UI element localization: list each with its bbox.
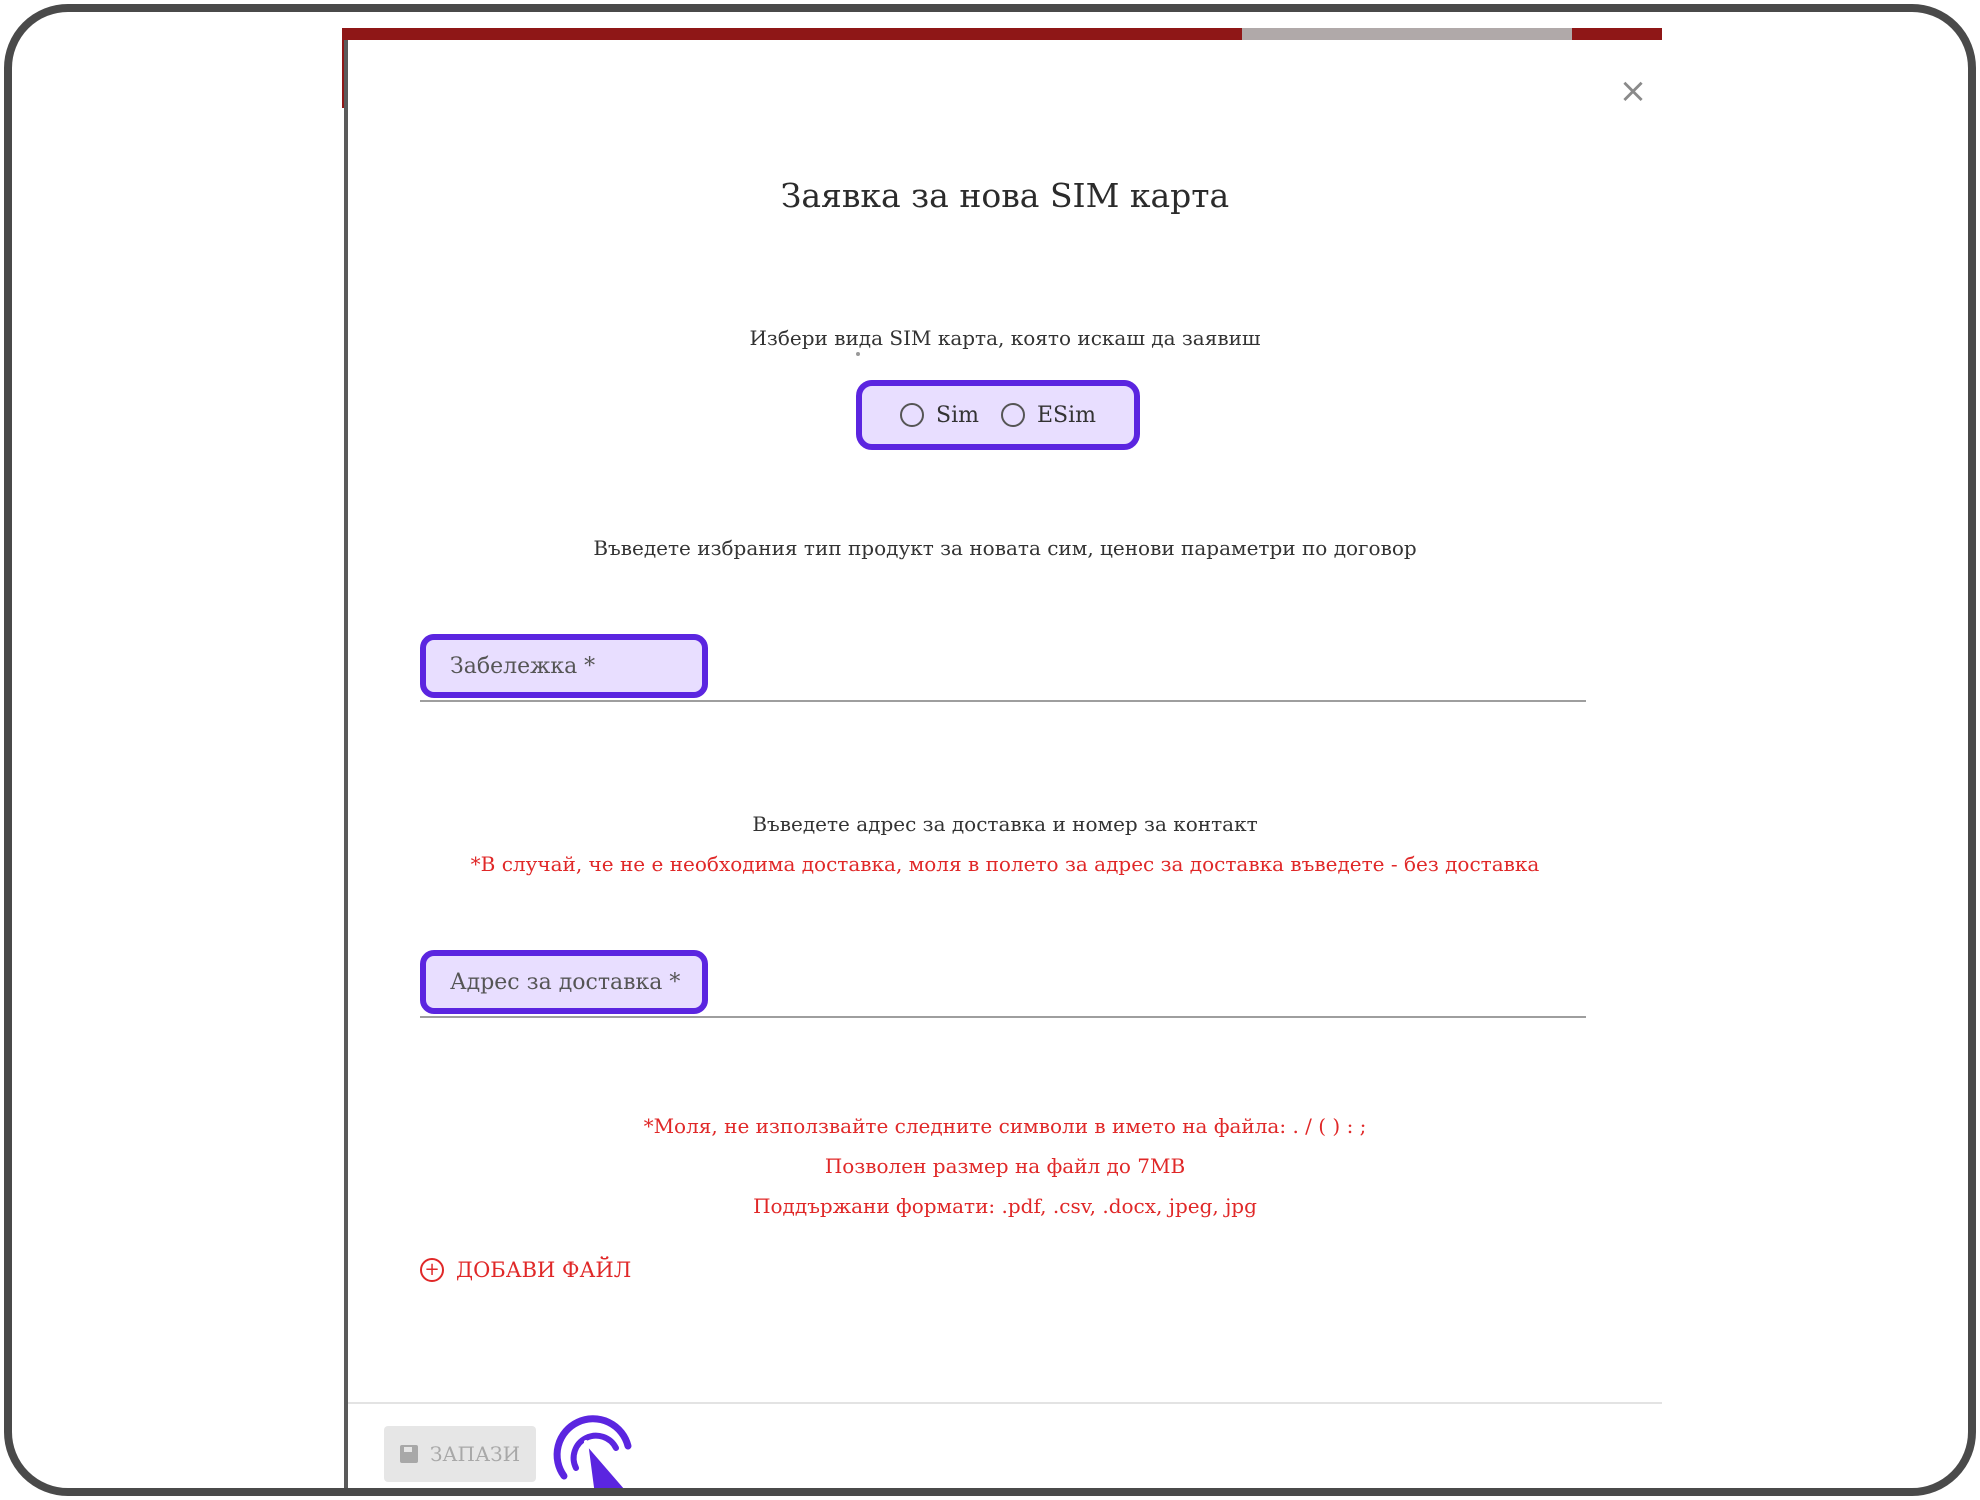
- radio-label-esim: ESim: [1036, 402, 1096, 428]
- modal-title: Заявка за нова SIM карта: [780, 176, 1230, 215]
- radio-label-sim: Sim: [936, 402, 979, 428]
- add-file-label: ДОБАВИ ФАЙЛ: [456, 1258, 632, 1282]
- click-pointer-icon: [542, 1390, 682, 1496]
- file-rule-symbols: *Моля, не използвайте следните символи в името на файла: . / ( ) : ;: [643, 1114, 1367, 1138]
- note-input[interactable]: Забележка *: [420, 634, 708, 698]
- radio-option-sim[interactable]: [900, 403, 979, 428]
- sim-type-radio-group: [856, 380, 1140, 450]
- delivery-warning: *В случай, че не е необходима доставка, моля в полето за адрес за доставка въведете - без доставка: [470, 852, 1540, 876]
- address-field[interactable]: [420, 950, 1586, 1020]
- radio-button-sim[interactable]: [900, 403, 924, 427]
- screenshot-frame: [4, 4, 1976, 1496]
- save-button[interactable]: [384, 1426, 536, 1482]
- radio-option-esim[interactable]: [1001, 403, 1096, 428]
- required-dot: [856, 352, 860, 356]
- delivery-instruction: Въведете адрес за доставка и номер за контакт: [752, 812, 1258, 836]
- save-button-label: ЗАПАЗИ: [429, 1442, 521, 1466]
- close-icon[interactable]: ×: [1618, 71, 1648, 111]
- sim-type-prompt: Избери вида SIM карта, която искаш да заявиш: [749, 326, 1261, 350]
- note-underline: [420, 700, 1586, 702]
- note-field[interactable]: [420, 634, 1586, 704]
- address-input[interactable]: Адрес за доставка *: [420, 950, 708, 1014]
- plus-circle-icon: +: [420, 1258, 444, 1282]
- new-sim-request-modal: [344, 40, 1662, 1496]
- add-file-button[interactable]: [420, 1258, 631, 1282]
- product-instruction: Въведете избрания тип продукт за новата сим, ценови параметри по договор: [593, 536, 1417, 560]
- save-disk-icon: [400, 1445, 418, 1463]
- radio-button-esim[interactable]: [1001, 403, 1025, 427]
- address-underline: [420, 1016, 1586, 1018]
- file-rule-formats: Поддържани формати: .pdf, .csv, .docx, jpeg, jpg: [753, 1194, 1257, 1218]
- file-rule-size: Позволен размер на файл до 7MB: [824, 1154, 1186, 1178]
